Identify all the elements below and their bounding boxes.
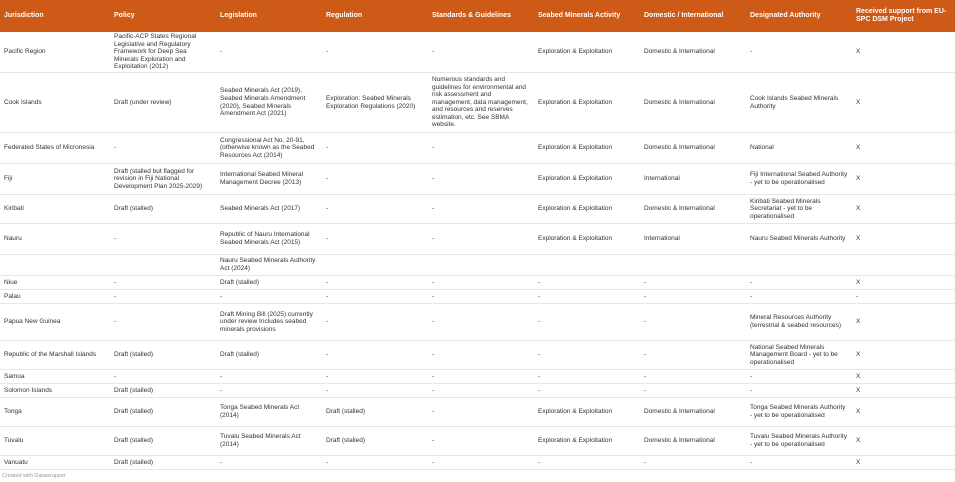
table-row	[0, 341, 955, 370]
table-cell: -	[322, 195, 428, 224]
table-cell: -	[534, 456, 640, 470]
table-cell: Draft (stalled)	[110, 384, 216, 398]
table-cell	[0, 255, 110, 276]
table-cell	[534, 255, 640, 276]
table-cell: Draft (stalled)	[216, 276, 322, 290]
table-cell: -	[322, 290, 428, 304]
table-cell: -	[428, 456, 534, 470]
table-cell: -	[534, 290, 640, 304]
table-cell: Draft (stalled)	[322, 398, 428, 427]
table-cell: Tonga Seabed Minerals Authority - yet to be operationalised	[746, 398, 852, 427]
table-cell: National Seabed Minerals Management Board - yet to be operationalised	[746, 341, 852, 370]
table-body	[0, 32, 955, 470]
table-cell: Solomon Islands	[0, 384, 110, 398]
table-row	[0, 255, 955, 276]
table-cell: Fiji	[0, 164, 110, 195]
table-cell: Domestic & International	[640, 133, 746, 164]
table-cell: International	[640, 224, 746, 255]
table-cell: -	[216, 456, 322, 470]
table-cell: Samoa	[0, 370, 110, 384]
column-header[interactable]: Domestic / International	[640, 0, 746, 32]
table-cell: X	[852, 456, 955, 470]
table-cell: -	[428, 370, 534, 384]
table-cell: -	[428, 276, 534, 290]
table-cell: Domestic & International	[640, 195, 746, 224]
table-cell: Numerous standards and guidelines for environmental and risk assessment and management, data management, and resources and reserves estimation, etc. See SBMA website.	[428, 73, 534, 133]
table-cell: International Seabed Mineral Management Decree (2013)	[216, 164, 322, 195]
table-cell: X	[852, 195, 955, 224]
table-cell: Fiji International Seabed Authority - yet to be operationalised	[746, 164, 852, 195]
table-cell: -	[110, 224, 216, 255]
table-cell: Tuvalu Seabed Minerals Authority - yet to be operationalised	[746, 427, 852, 456]
table-cell: -	[640, 290, 746, 304]
table-cell: -	[428, 32, 534, 73]
table-cell: X	[852, 32, 955, 73]
table-cell	[852, 255, 955, 276]
table-cell: -	[322, 370, 428, 384]
table-row	[0, 32, 955, 73]
table-row	[0, 427, 955, 456]
column-header[interactable]: Legislation	[216, 0, 322, 32]
table-row	[0, 370, 955, 384]
table-cell: Niue	[0, 276, 110, 290]
table-cell: Mineral Resources Authority (terrestrial & seabed resources)	[746, 304, 852, 341]
table-cell: X	[852, 427, 955, 456]
table-cell: -	[110, 304, 216, 341]
table-cell: Draft (stalled but flagged for revision in Fiji National Development Plan 2025-2029)	[110, 164, 216, 195]
table-cell: Draft (stalled)	[110, 427, 216, 456]
table-cell: Kiribati	[0, 195, 110, 224]
table-cell: International	[640, 164, 746, 195]
table-cell: -	[216, 290, 322, 304]
table-cell	[428, 255, 534, 276]
table-cell: -	[428, 304, 534, 341]
table-cell: Tuvalu Seabed Minerals Act (2014)	[216, 427, 322, 456]
table-row	[0, 384, 955, 398]
table-cell: -	[322, 456, 428, 470]
table-cell: -	[428, 133, 534, 164]
table-cell: -	[110, 133, 216, 164]
table-cell: X	[852, 398, 955, 427]
table-cell: -	[852, 290, 955, 304]
column-header[interactable]: Standards & Guidelines	[428, 0, 534, 32]
table-cell: Palau	[0, 290, 110, 304]
table-cell: -	[534, 384, 640, 398]
table-cell: -	[640, 304, 746, 341]
table-cell: Exploration & Exploitation	[534, 224, 640, 255]
table-cell: -	[322, 384, 428, 398]
table-cell: Exploration & Exploitation	[534, 164, 640, 195]
table-cell: -	[746, 32, 852, 73]
table-row	[0, 73, 955, 133]
table-cell: Exploration & Exploitation	[534, 195, 640, 224]
table-cell: X	[852, 73, 955, 133]
table-cell: -	[428, 398, 534, 427]
table-cell	[110, 255, 216, 276]
table-cell: -	[428, 384, 534, 398]
table-cell: Nauru	[0, 224, 110, 255]
table-cell: Republic of the Marshall Islands	[0, 341, 110, 370]
table-cell: Pacific Region	[0, 32, 110, 73]
table-cell: -	[746, 290, 852, 304]
table-cell: X	[852, 276, 955, 290]
table-cell: Seabed Minerals Act (2017)	[216, 195, 322, 224]
table-row	[0, 224, 955, 255]
table-cell: -	[534, 341, 640, 370]
table-cell: -	[216, 370, 322, 384]
table-cell: -	[322, 304, 428, 341]
table-cell: Draft (stalled)	[110, 456, 216, 470]
table-cell: -	[428, 195, 534, 224]
table-cell: Congressional Act No. 20-91, (otherwise known as the Seabed Resources Act (2014)	[216, 133, 322, 164]
table-cell: -	[322, 164, 428, 195]
table-cell: Nauru Seabed Minerals Authority	[746, 224, 852, 255]
table-cell: Cook Islands Seabed Minerals Authority	[746, 73, 852, 133]
table-cell	[322, 255, 428, 276]
table-cell: Republic of Nauru International Seabed Minerals Act (2015)	[216, 224, 322, 255]
table-cell: -	[640, 341, 746, 370]
table-cell: -	[746, 370, 852, 384]
table-row	[0, 276, 955, 290]
table-cell: Papua New Guinea	[0, 304, 110, 341]
table-cell: Draft (stalled)	[110, 398, 216, 427]
table-cell: Draft (stalled)	[322, 427, 428, 456]
table-row	[0, 133, 955, 164]
table-row	[0, 164, 955, 195]
column-header[interactable]: Seabed Minerals Activity	[534, 0, 640, 32]
table-row	[0, 195, 955, 224]
table-cell: -	[110, 370, 216, 384]
table-cell: Exploration & Exploitation	[534, 398, 640, 427]
table-cell: X	[852, 164, 955, 195]
table-cell: X	[852, 370, 955, 384]
table-cell: X	[852, 384, 955, 398]
column-header[interactable]: Regulation	[322, 0, 428, 32]
table-cell: Exploration & Exploitation	[534, 427, 640, 456]
table-cell: -	[322, 341, 428, 370]
table-row	[0, 304, 955, 341]
table-cell: -	[640, 384, 746, 398]
table-cell: -	[322, 32, 428, 73]
table-cell: -	[216, 384, 322, 398]
table-cell: Draft Mining Bill (2025) currently under review Includes seabed minerals provisions	[216, 304, 322, 341]
table-cell: -	[428, 224, 534, 255]
table-cell: Domestic & International	[640, 427, 746, 456]
table-cell: Exploration & Exploitation	[534, 32, 640, 73]
table-cell: -	[640, 456, 746, 470]
table-cell: Domestic & International	[640, 398, 746, 427]
table-cell: -	[110, 290, 216, 304]
table-row	[0, 456, 955, 470]
header-row	[0, 0, 955, 32]
table-cell: -	[428, 164, 534, 195]
table-cell: -	[322, 276, 428, 290]
table-cell: Exploration & Exploitation	[534, 133, 640, 164]
column-header[interactable]: Policy	[110, 0, 216, 32]
table-cell: -	[428, 427, 534, 456]
table-cell: -	[640, 370, 746, 384]
table-cell: Vanuatu	[0, 456, 110, 470]
table-cell: -	[746, 276, 852, 290]
column-header[interactable]: Received support from EU-SPC DSM Project	[852, 0, 955, 32]
table-cell	[640, 255, 746, 276]
table-cell: Kiribati Seabed Minerals Secretariat - yet to be operationalised	[746, 195, 852, 224]
table-cell: Seabed Minerals Act (2019), Seabed Minerals Amendment (2020), Seabed Minerals Amendment Act (2021)	[216, 73, 322, 133]
table-cell: X	[852, 304, 955, 341]
table-cell: X	[852, 341, 955, 370]
table-cell: Draft (stalled)	[216, 341, 322, 370]
table-cell: Exploration & Exploitation	[534, 73, 640, 133]
table-cell: Draft (under review)	[110, 73, 216, 133]
table-cell: Tuvalu	[0, 427, 110, 456]
table-cell: -	[534, 304, 640, 341]
table-cell: X	[852, 133, 955, 164]
table-cell: -	[746, 456, 852, 470]
table-cell: X	[852, 224, 955, 255]
table-cell: -	[746, 384, 852, 398]
table-cell	[746, 255, 852, 276]
table-cell: -	[534, 370, 640, 384]
table-cell: National	[746, 133, 852, 164]
table-cell: Domestic & International	[640, 32, 746, 73]
table-cell: -	[640, 276, 746, 290]
table-cell: -	[110, 276, 216, 290]
table-cell: -	[428, 290, 534, 304]
table-cell: Tonga	[0, 398, 110, 427]
table-row	[0, 398, 955, 427]
table-cell: Cook Islands	[0, 73, 110, 133]
table-cell: Exploration: Seabed Minerals Exploration Regulations (2020)	[322, 73, 428, 133]
table-cell: Pacific-ACP States Regional Legislative and Regulatory Framework for Deep Sea Minerals Exploration and Exploitation (2012)	[110, 32, 216, 73]
table-cell: Draft (stalled)	[110, 341, 216, 370]
column-header[interactable]: Designated Authority	[746, 0, 852, 32]
column-header[interactable]: Jurisdiction	[0, 0, 110, 32]
table-cell: Nauru Seabed Minerals Authority Act (2024)	[216, 255, 322, 276]
datawrapper-credit[interactable]: Created with Datawrapper	[2, 473, 66, 479]
table-cell: Federated States of Micronesia	[0, 133, 110, 164]
table-cell: -	[322, 224, 428, 255]
table-cell: -	[216, 32, 322, 73]
table-cell: Domestic & International	[640, 73, 746, 133]
table-row	[0, 290, 955, 304]
table-cell: Tonga Seabed Minerals Act (2014)	[216, 398, 322, 427]
table-cell: Draft (stalled)	[110, 195, 216, 224]
table-cell: -	[534, 276, 640, 290]
table-cell: -	[428, 341, 534, 370]
table-cell: -	[322, 133, 428, 164]
